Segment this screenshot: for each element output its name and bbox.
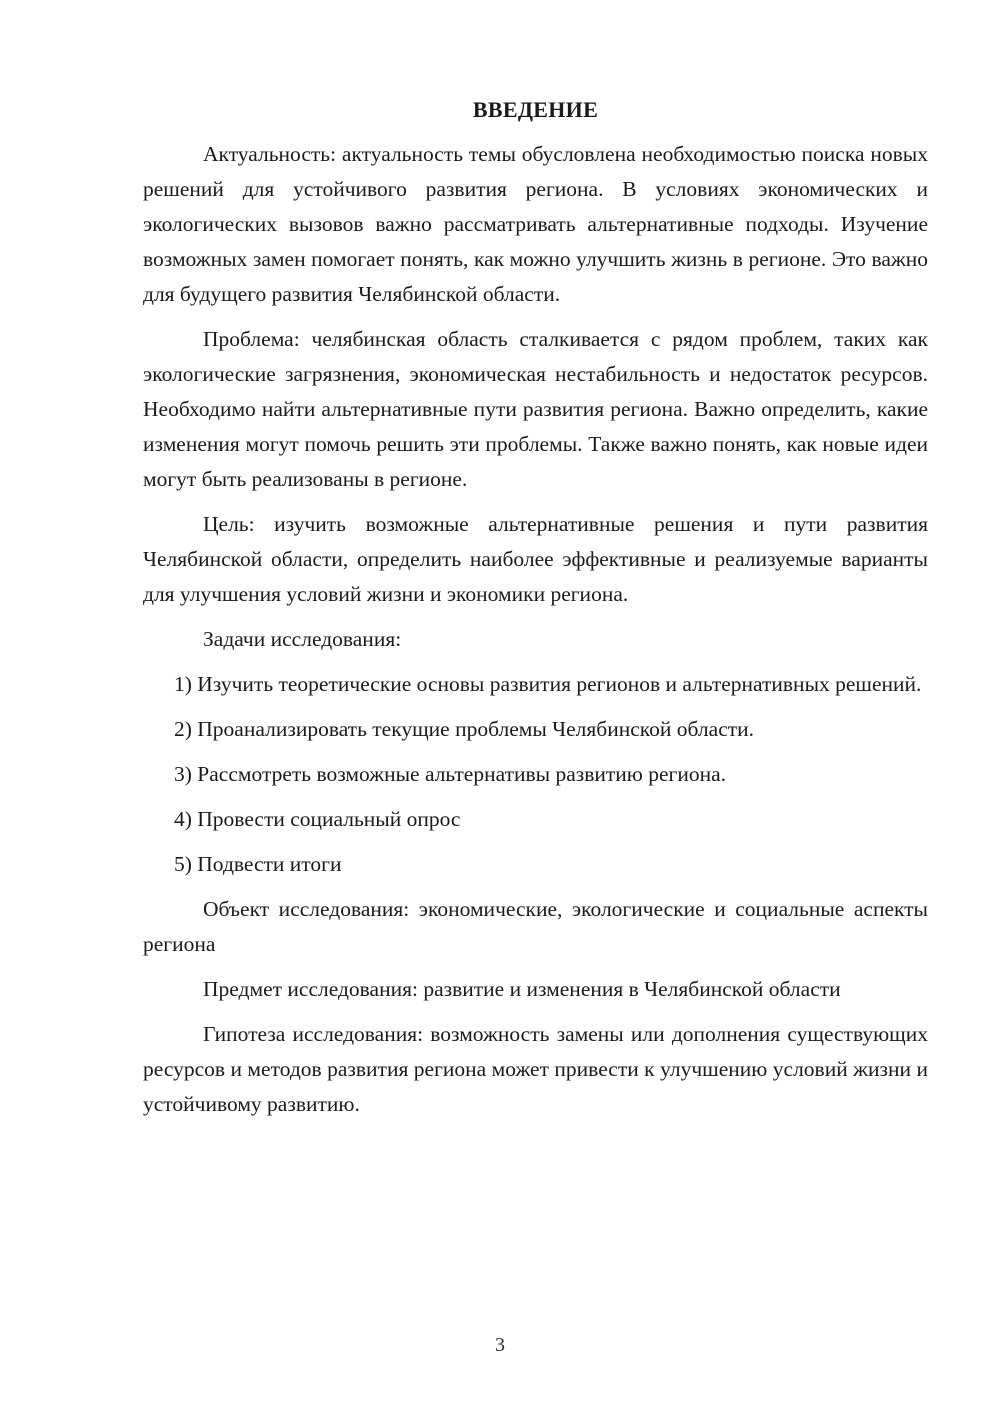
task-item-4: 4) Провести социальный опрос <box>174 807 461 831</box>
relevance-paragraph: Актуальность: актуальность темы обусловлена необходимостью поиска новых решений для устойчивого развития региона. В условиях экономических и экологических вызовов важно рассматривать альтернативные подходы. Изучение возможных замен помогает понять, как можно улучшить жизнь в регионе. Это важно для будущего развития Челябинской области. <box>143 142 928 306</box>
subject-paragraph: Предмет исследования: развитие и изменения в Челябинской области <box>203 977 841 1001</box>
hypothesis-paragraph: Гипотеза исследования: возможность замены или дополнения существующих ресурсов и методов развития региона может привести к улучшению условий жизни и устойчивому развитию. <box>143 1022 928 1116</box>
task-item-3: 3) Рассмотреть возможные альтернативы развитию региона. <box>174 762 727 786</box>
tasks-heading: Задачи исследования: <box>203 627 402 651</box>
page-title: ВВЕДЕНИЕ <box>472 97 599 122</box>
problem-paragraph: Проблема: челябинская область сталкивается с рядом проблем, таких как экологические загрязнения, экономическая нестабильность и недостаток ресурсов. Необходимо найти альтернативные пути развития региона. Важно определить, какие изменения могут помочь решить эти проблемы. Также важно понять, как новые идеи могут быть реализованы в регионе. <box>143 327 928 491</box>
object-paragraph: Объект исследования: экономические, экологические и социальные аспекты региона <box>143 897 928 956</box>
task-item-1: 1) Изучить теоретические основы развития регионов и альтернативных решений. <box>174 672 922 696</box>
goal-paragraph: Цель: изучить возможные альтернативные решения и пути развития Челябинской области, определить наиболее эффективные и реализуемые варианты для улучшения условий жизни и экономики региона. <box>143 512 928 606</box>
page-number: 3 <box>495 1334 505 1356</box>
document-page <box>143 93 928 1122</box>
task-item-2: 2) Проанализировать текущие проблемы Челябинской области. <box>174 717 755 741</box>
task-item-5: 5) Подвести итоги <box>174 852 342 876</box>
